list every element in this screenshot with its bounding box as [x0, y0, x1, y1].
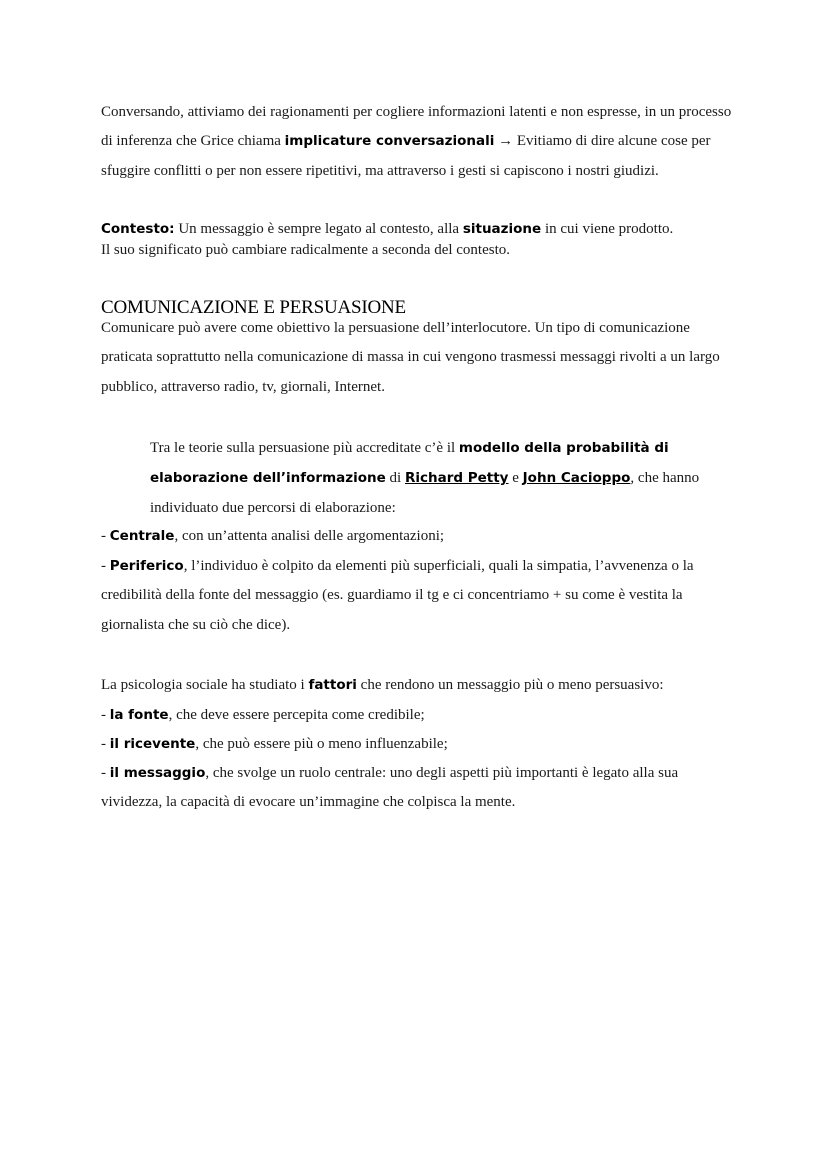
list-item-centrale [101, 522, 741, 551]
paragraph-theory [150, 433, 710, 523]
text: , che hanno individuato due percorsi di elaborazione: [150, 470, 700, 516]
text: , con un’attenta analisi delle argomentazioni; [174, 528, 445, 544]
bold-term: Centrale [109, 528, 175, 544]
text: di [385, 470, 405, 486]
bold-term: Contesto: [101, 221, 175, 237]
list-item-periferico [101, 552, 741, 640]
paragraph-contesto [101, 219, 741, 261]
bullet: - [101, 765, 110, 781]
paragraph-fattori [101, 671, 741, 700]
text: , che svolge un ruolo centrale: uno degli aspetti più importanti è legato alla sua vividezza, la capacità di evocare un’immagine che colpisca la mente. [101, 765, 679, 811]
bold-term: il ricevente [109, 736, 196, 752]
bold-term: la fonte [109, 707, 169, 723]
section-heading: COMUNICAZIONE E PERSUASIONE [101, 297, 406, 318]
text: in cui viene prodotto. [541, 221, 674, 237]
bold-term: modello della probabilità di elaborazione dell’informazione [150, 440, 669, 486]
text: , che deve essere percepita come credibile; [168, 707, 425, 723]
paragraph-persuasione: Comunicare può avere come obiettivo la persuasione dell’interlocutore. Un tipo di comunicazione praticata soprattutto nella comunicazione di massa in cui vengono trasmessi messaggi rivolti a un largo pubblico, attraverso radio, tv, giornali, Internet. [101, 320, 720, 395]
author-name: Richard Petty [404, 470, 509, 486]
text: , l’individuo è colpito da elementi più superficiali, quali la simpatia, l’avvenenza o la credibilità della fonte del messaggio (es. guardiamo il tg e ci concentriamo + su come è vestita la giornalista che su ciò che dice). [101, 558, 694, 633]
text: Un messaggio è sempre legato al contesto, alla [174, 221, 463, 237]
paragraph-implicature [101, 98, 741, 186]
text: e [508, 470, 523, 486]
text: che rendono un messaggio più o meno persuasivo: [356, 677, 664, 693]
bold-term: fattori [308, 677, 357, 693]
author-name: John Cacioppo [522, 470, 631, 486]
bullet: - [101, 528, 110, 544]
text: Il suo significato può cambiare radicalmente a seconda del contesto. [101, 242, 511, 258]
bullet: - [101, 707, 110, 723]
text: La psicologia sociale ha studiato i [101, 677, 309, 693]
bold-term: situazione [462, 221, 542, 237]
bold-term: il messaggio [109, 765, 206, 781]
bullet: - [101, 558, 110, 574]
list-item-fonte [101, 701, 741, 730]
text: Conversando, attiviamo dei ragionamenti per cogliere informazioni latenti e non espresse, in un processo di inferenza che Grice chiama [101, 104, 732, 150]
bullet: - [101, 736, 110, 752]
list-item-ricevente [101, 730, 741, 759]
bold-term: Periferico [109, 558, 184, 574]
text: , che può essere più o meno influenzabile; [195, 736, 448, 752]
bold-term: implicature conversazionali [284, 133, 495, 150]
text: → Evitiamo di dire alcune cose per sfuggire conflitti o per non essere ripetitivi, ma attraverso i gesti si capiscono i nostri giudizi. [101, 133, 711, 179]
list-item-messaggio [101, 759, 741, 818]
text: Tra le teorie sulla persuasione più accreditate c’è il [150, 440, 459, 456]
